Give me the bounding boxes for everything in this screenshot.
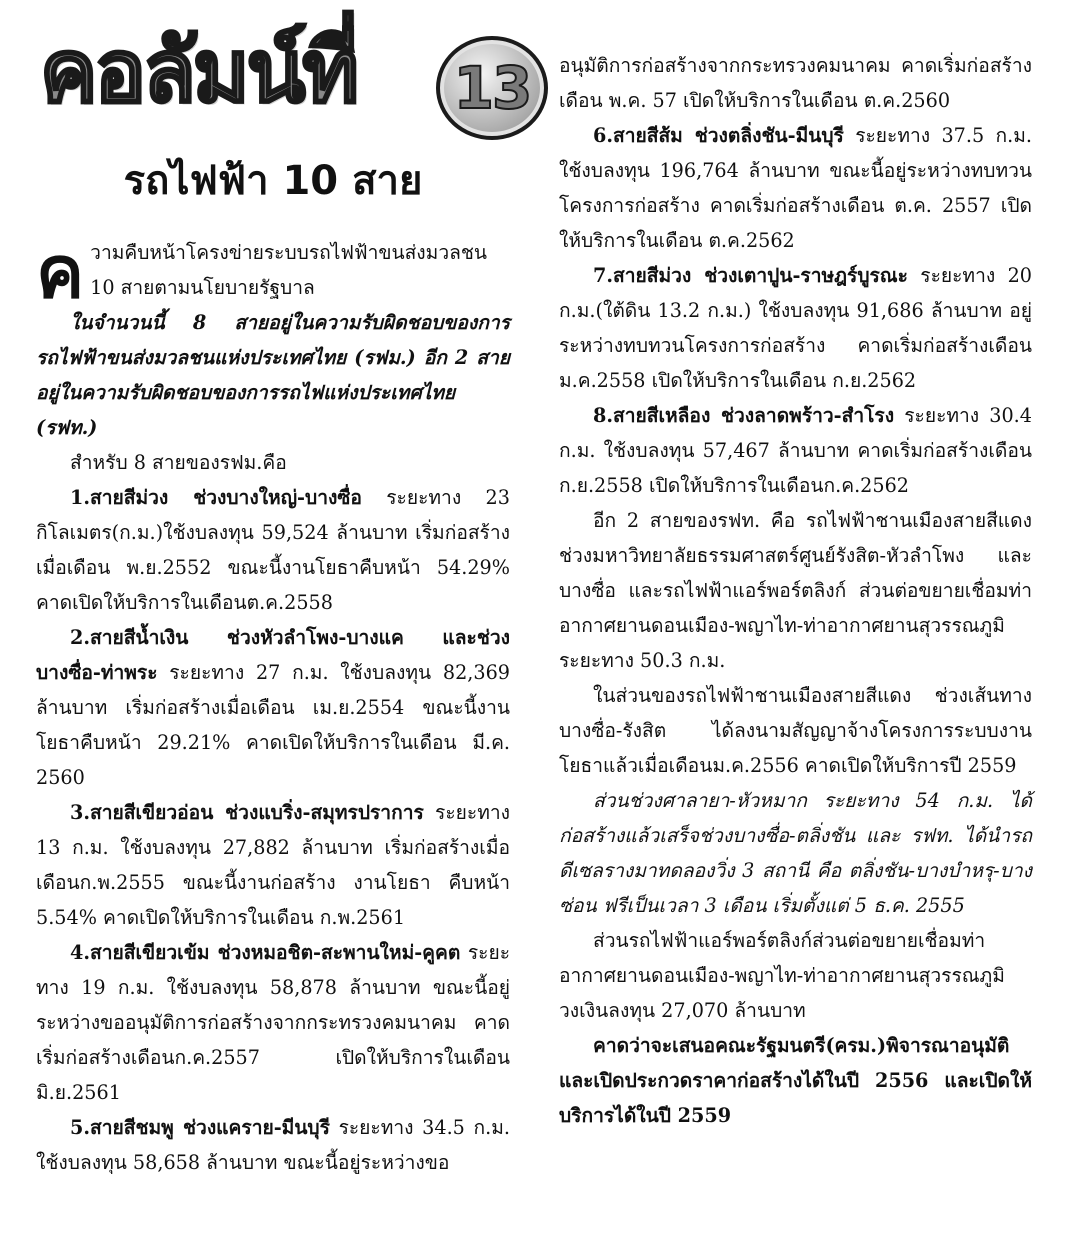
line-text: ระยะทาง 23 กิโลเมตร(ก.ม.)ใช้งบลงทุน 59,524 ล้านบาท เริ่มก่อสร้างเมื่อเดือน พ.ย.2552 ขณะนี้งานโยธาคืบหน้า 54.29% คาดเปิดให้บริการในเดือนต.ค.2558 <box>36 486 510 614</box>
line-item <box>36 480 510 620</box>
line-text: ระยะทาง 34.5 ก.ม. ใช้งบลงทุน 58,658 ล้านบาท ขณะนี้อยู่ระหว่างขอ <box>36 1116 510 1174</box>
line-text: ระยะทาง 19 ก.ม. ใช้งบลงทุน 58,878 ล้านบาท ขณะนี้อยู่ระหว่างขออนุมัติการก่อสร้างจากกระทรวงคมนาคม คาดเริ่มก่อสร้างเดือนก.ค.2557 เปิดให้บริการในเดือน มิ.ย.2561 <box>36 941 510 1104</box>
article-headline: รถไฟฟ้า 10 สาย <box>123 158 423 204</box>
line-item <box>36 620 510 795</box>
italic-note-paragraph: ส่วนช่วงศาลายา-หัวหมาก ระยะทาง 54 ก.ม. ได้ก่อสร้างแล้วเสร็จช่วงบางซื่อ-ตลิ่งชัน และ รฟท. ได้นำรถดีเซลรางมาทดลองวิ่ง 3 สถานี คือ ตลิ่งชัน-บางบำหรุ-บางซ่อน ฟรีเป็นเวลา 3 เดือน เริ่มตั้งแต่ 5 ธ.ค. 2555 <box>559 789 1032 917</box>
line-title: 6.สายสีส้ม ช่วงตลิ่งชัน-มีนบุรี <box>593 124 844 147</box>
line-title: 8.สายสีเหลือง ช่วงลาดพร้าว-สำโรง <box>593 404 895 427</box>
line-title: 3.สายสีเขียวอ่อน ช่วงแบริ่ง-สมุทรปราการ <box>70 801 424 824</box>
red-line-paragraph: ในส่วนของรถไฟฟ้าชานเมืองสายสีแดง ช่วงเส้นทาง บางซื่อ-รังสิต ได้ลงนามสัญญาจ้างโครงการระบบงาน โยธาแล้วเมื่อเดือนม.ค.2556 คาดเปิดให้บริการปี 2559 <box>559 684 1032 777</box>
line-text: ระยะทาง 27 ก.ม. ใช้งบลงทุน 82,369 ล้านบาท เริ่มก่อสร้างเมื่อเดือน เม.ย.2554 ขณะนี้งานโยธาคืบหน้า 29.21% คาดเปิดให้บริการในเดือน มี.ค. 2560 <box>36 661 510 789</box>
line-item <box>36 795 510 935</box>
line-title: 4.สายสีเขียวเข้ม ช่วงหมอชิต-สะพานใหม่-คูคต <box>70 941 461 964</box>
column-masthead <box>36 0 531 135</box>
line-text: ระยะทาง 13 ก.ม. ใช้งบลงทุน 27,882 ล้านบาท เริ่มก่อสร้างเมื่อเดือนก.พ.2555 ขณะนี้งานก่อสร้าง งานโยธา คืบหน้า 5.54% คาดเปิดให้บริการในเดือน ก.พ.2561 <box>36 801 510 929</box>
continued-paragraph: อนุมัติการก่อสร้างจากกระทรวงคมนาคม คาดเริ่มก่อสร้างเดือน พ.ค. 57 เปิดให้บริการในเดือน ต.ค.2560 <box>559 54 1032 112</box>
drop-cap: ค <box>36 230 85 314</box>
lead-paragraph <box>36 230 510 314</box>
mrta-intro: สำหรับ 8 สายของรฟม.คือ <box>70 451 287 474</box>
line-title: 7.สายสีม่วง ช่วงเตาปูน-ราษฎร์บูรณะ <box>593 264 908 287</box>
line-item <box>36 1110 510 1180</box>
line-text: ระยะทาง 30.4 ก.ม. ใช้งบลงทุน 57,467 ล้านบาท คาดเริ่มก่อสร้างเดือน ก.ย.2558 เปิดให้บริการในเดือนก.ค.2562 <box>559 404 1032 497</box>
column-logo-word: คอลัมน์ที่ <box>40 22 357 122</box>
line-text: ระยะทาง 37.5 ก.ม. ใช้งบลงทุน 196,764 ล้านบาท ขณะนี้อยู่ระหว่างทบทวนโครงการก่อสร้าง คาดเริ่มก่อสร้างเดือน ต.ค. 2557 เปิดให้บริการในเดือน ต.ค.2562 <box>559 124 1032 252</box>
line-item <box>559 258 1032 398</box>
column-number-badge <box>436 36 548 140</box>
closing-paragraph: คาดว่าจะเสนอคณะรัฐมนตรี(ครม.)พิจารณาอนุมัติและเปิดประกวดราคาก่อสร้างได้ในปี 2556 และเปิดให้บริการได้ในปี 2559 <box>559 1034 1032 1127</box>
line-title: 1.สายสีม่วง ช่วงบางใหญ่-บางซื่อ <box>70 486 362 509</box>
line-item <box>559 118 1032 258</box>
right-column <box>559 48 1032 1133</box>
line-item <box>36 935 510 1110</box>
srt-intro-paragraph: อีก 2 สายของรฟท. คือ รถไฟฟ้าชานเมืองสายสีแดง ช่วงมหาวิทยาลัยธรรมศาสตร์ศูนย์รังสิต-หัวลำโพง และบางซื่อ และรถไฟฟ้าแอร์พอร์ตลิงก์ ส่วนต่อขยายเชื่อมท่าอากาศยานดอนเมือง-พญาไท-ท่าอากาศยานสุวรรณภูมิ ระยะทาง 50.3 ก.ม. <box>559 509 1032 672</box>
line-title: 2.สายสีน้ำเงิน ช่วงหัวลำโพง-บางแค และช่วงบางซื่อ-ท่าพระ <box>36 626 510 684</box>
column-number: 13 <box>453 53 531 122</box>
line-item <box>559 398 1032 503</box>
line-title: 5.สายสีชมพู ช่วงแคราย-มีนบุรี <box>70 1116 330 1139</box>
airport-link-paragraph: ส่วนรถไฟฟ้าแอร์พอร์ตลิงก์ส่วนต่อขยายเชื่อมท่าอากาศยานดอนเมือง-พญาไท-ท่าอากาศยานสุวรรณภูมิ วงเงินลงทุน 27,070 ล้านบาท <box>559 929 1005 1022</box>
line-text: ระยะทาง 20 ก.ม.(ใต้ดิน 13.2 ก.ม.) ใช้งบลงทุน 91,686 ล้านบาท อยู่ระหว่างทบทวนโครงการก่อสร้าง คาดเริ่มก่อสร้างเดือนม.ค.2558 เปิดให้บริการในเดือน ก.ย.2562 <box>559 264 1032 392</box>
lead-text: วามคืบหน้าโครงข่ายระบบรถไฟฟ้าขนส่งมวลชน 10 สายตามนโยบายรัฐบาล <box>90 241 487 299</box>
left-column <box>36 0 531 1180</box>
intro-italic-paragraph: ในจำนวนนี้ 8 สายอยู่ในความรับผิดชอบของการรถไฟฟ้าขนส่งมวลชนแห่งประเทศไทย (รฟม.) อีก 2 สาย อยู่ในความรับผิดชอบของการรถไฟแห่งประเทศไทย (รฟท.) <box>36 311 510 439</box>
